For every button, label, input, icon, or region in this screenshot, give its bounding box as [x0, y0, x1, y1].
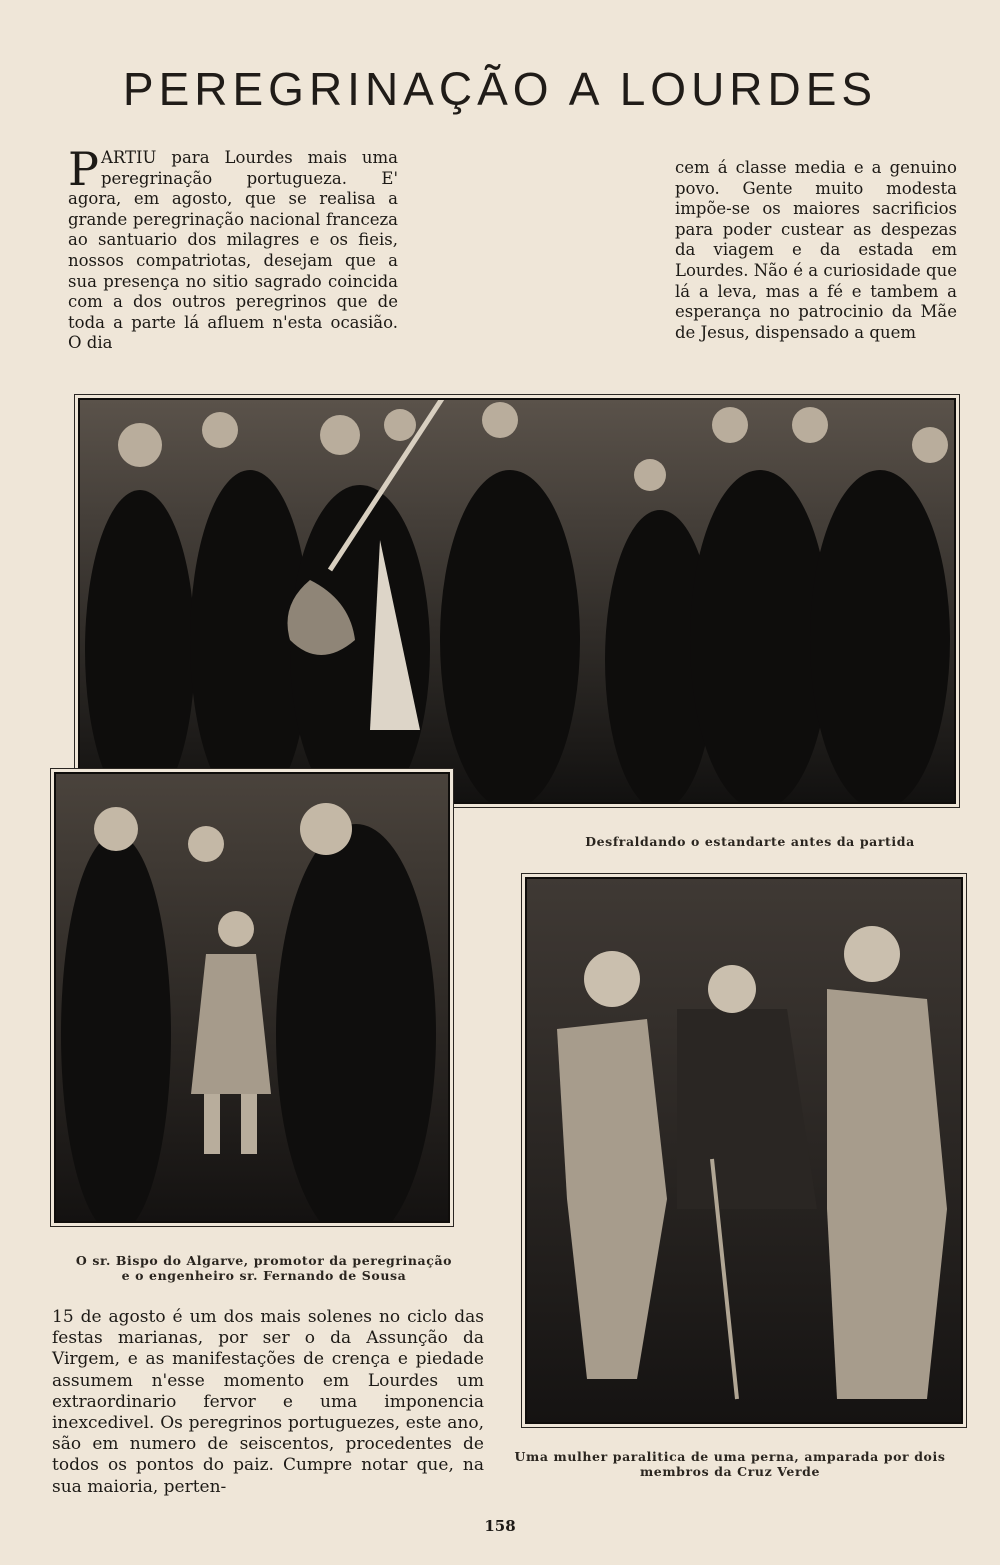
photo-banner-unfurling-image: [80, 400, 954, 802]
drop-cap: P: [68, 142, 99, 196]
caption-photo-2-line-2: e o engenheiro sr. Fernando de Sousa: [121, 1268, 407, 1283]
caption-photo-1: Desfraldando o estandarte antes da partida: [585, 834, 915, 849]
caption-photo-2-line-1: O sr. Bispo do Algarve, promotor da peregrinação: [75, 1253, 453, 1268]
caption-photo-3-line-1: Uma mulher paralitica de uma perna, amparada por dois: [514, 1449, 946, 1464]
article-column-top-left: [68, 142, 398, 354]
photo-bishop-and-engineer: [54, 772, 450, 1223]
article-text-top-left: ARTIU para Lourdes mais uma peregrinação portugueza. E' agora, em agosto, que se realisa a grande peregrinação nacional franceza ao santuario dos milagres e os fieis, nossos compatriotas, desejam que a sua presença no sitio sagrado coincida com a dos outros peregrinos que de toda a parte lá afluem n'esta ocasião. O dia: [68, 148, 398, 353]
page-number: 158: [484, 1517, 516, 1535]
article-column-bottom: 15 de agosto é um dos mais solenes no ciclo das festas marianas, por ser o da Assunção da Virgem, e as manifestações de crença e piedade assumem n'esse momento em Lourdes um extraordinario fervor e uma imponencia inexcedivel. Os peregrinos portuguezes, este ano, são em numero de seiscentos, procedentes de todos os pontos do paiz. Cumpre notar que, na sua maioria, perten-: [52, 1307, 484, 1497]
article-column-top-right: cem á classe media e a genuino povo. Gente muito modesta impõe-se os maiores sacrificios para poder custear as despezas da viagem e da estada em Lourdes. Não é a curiosidade que lá a leva, mas a fé e tambem a esperança no patrocinio da Mãe de Jesus, dispensado a quem: [675, 158, 957, 342]
photo-banner-unfurling: [78, 398, 956, 804]
photo-paralytic-woman-image: [527, 879, 961, 1422]
caption-photo-3-line-2: membros da Cruz Verde: [639, 1464, 821, 1479]
photo-bishop-and-engineer-image: [56, 774, 448, 1221]
caption-photo-3: [500, 1449, 960, 1479]
page-title: PEREGRINAÇÃO A LOURDES: [122, 63, 878, 115]
caption-photo-2: [54, 1253, 474, 1283]
photo-paralytic-woman: [525, 877, 963, 1424]
